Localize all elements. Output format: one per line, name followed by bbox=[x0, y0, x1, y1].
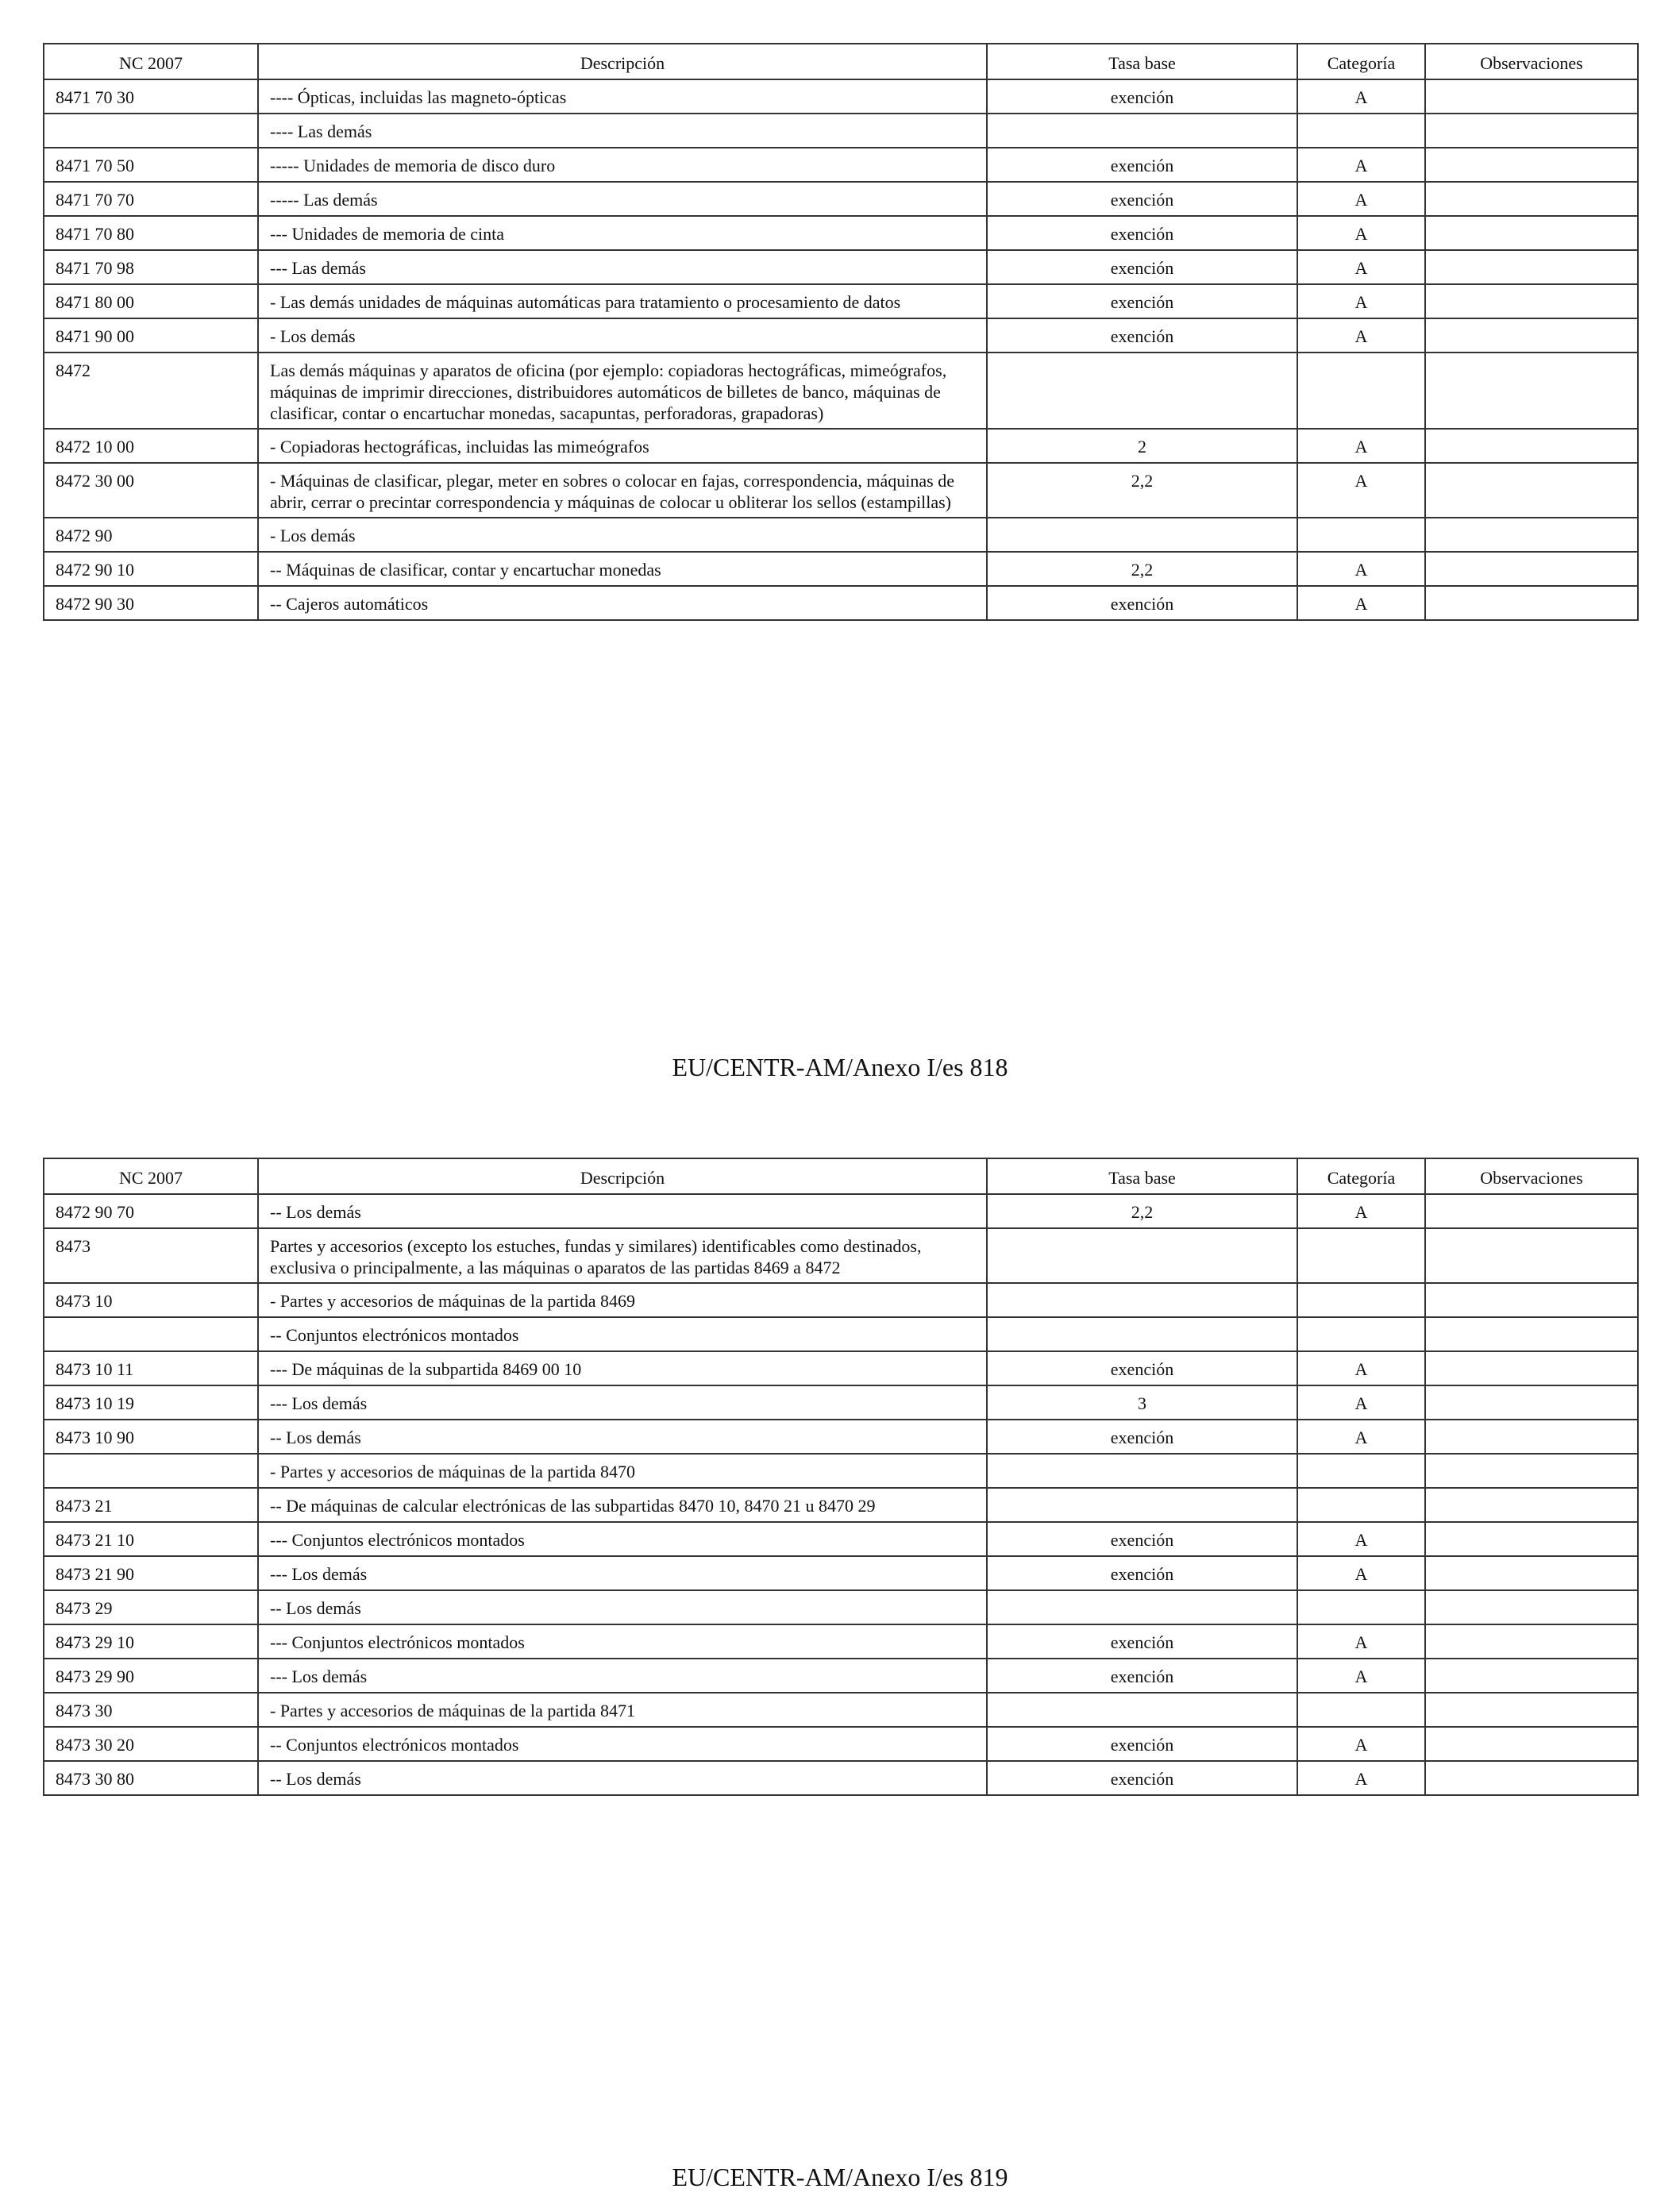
cell-description: -- Conjuntos electrónicos montados bbox=[258, 1317, 987, 1351]
cell-nc: 8473 29 10 bbox=[44, 1624, 258, 1659]
cell-observations bbox=[1425, 1283, 1638, 1317]
cell-description: -- Los demás bbox=[258, 1420, 987, 1454]
cell-category: A bbox=[1297, 463, 1425, 518]
table-row bbox=[44, 552, 1638, 586]
cell-base-rate: 3 bbox=[987, 1385, 1297, 1420]
cell-base-rate: exención bbox=[987, 1727, 1297, 1761]
cell-base-rate: exención bbox=[987, 1351, 1297, 1385]
cell-description: -- Los demás bbox=[258, 1761, 987, 1795]
cell-nc: 8473 29 90 bbox=[44, 1659, 258, 1693]
table-row bbox=[44, 1488, 1638, 1522]
cell-nc: 8472 90 30 bbox=[44, 586, 258, 620]
cell-base-rate bbox=[987, 1317, 1297, 1351]
cell-description: -- De máquinas de calcular electrónicas de las subpartidas 8470 10, 8470 21 u 8470 29 bbox=[258, 1488, 987, 1522]
cell-description: --- Los demás bbox=[258, 1385, 987, 1420]
cell-base-rate: exención bbox=[987, 1420, 1297, 1454]
cell-category: A bbox=[1297, 1624, 1425, 1659]
cell-observations bbox=[1425, 318, 1638, 353]
cell-base-rate bbox=[987, 1590, 1297, 1624]
cell-observations bbox=[1425, 216, 1638, 250]
cell-description: --- De máquinas de la subpartida 8469 00 10 bbox=[258, 1351, 987, 1385]
cell-observations bbox=[1425, 1727, 1638, 1761]
cell-base-rate bbox=[987, 518, 1297, 552]
cell-description: - Los demás bbox=[258, 518, 987, 552]
cell-category bbox=[1297, 1317, 1425, 1351]
cell-observations bbox=[1425, 79, 1638, 114]
cell-nc: 8472 90 bbox=[44, 518, 258, 552]
table-row bbox=[44, 1556, 1638, 1590]
cell-nc: 8471 70 98 bbox=[44, 250, 258, 284]
cell-base-rate: exención bbox=[987, 250, 1297, 284]
cell-nc: 8473 21 10 bbox=[44, 1522, 258, 1556]
cell-observations bbox=[1425, 1454, 1638, 1488]
header-base-rate: Tasa base bbox=[987, 44, 1297, 79]
cell-nc: 8471 70 50 bbox=[44, 148, 258, 182]
cell-nc: 8473 10 bbox=[44, 1283, 258, 1317]
table-row bbox=[44, 250, 1638, 284]
cell-observations bbox=[1425, 182, 1638, 216]
cell-category: A bbox=[1297, 1522, 1425, 1556]
cell-category: A bbox=[1297, 1761, 1425, 1795]
cell-category: A bbox=[1297, 1420, 1425, 1454]
table-body-819 bbox=[44, 1194, 1638, 1795]
cell-description: - Máquinas de clasificar, plegar, meter en sobres o colocar en fajas, correspondencia, máquinas de abrir, cerrar o precintar correspondencia y máquinas de colocar u obliterar los sellos (estampillas) bbox=[258, 463, 987, 518]
cell-category: A bbox=[1297, 586, 1425, 620]
cell-nc: 8473 30 bbox=[44, 1693, 258, 1727]
table-body-818 bbox=[44, 79, 1638, 620]
cell-base-rate: 2,2 bbox=[987, 1194, 1297, 1228]
cell-base-rate: exención bbox=[987, 1659, 1297, 1693]
cell-nc bbox=[44, 114, 258, 148]
header-category: Categoría bbox=[1297, 44, 1425, 79]
cell-observations bbox=[1425, 463, 1638, 518]
cell-category: A bbox=[1297, 1194, 1425, 1228]
cell-observations bbox=[1425, 1194, 1638, 1228]
table-row bbox=[44, 1283, 1638, 1317]
cell-base-rate: 2,2 bbox=[987, 463, 1297, 518]
cell-description: --- Conjuntos electrónicos montados bbox=[258, 1624, 987, 1659]
cell-category bbox=[1297, 1488, 1425, 1522]
header-nc: NC 2007 bbox=[44, 44, 258, 79]
cell-base-rate bbox=[987, 1228, 1297, 1283]
cell-nc: 8473 21 90 bbox=[44, 1556, 258, 1590]
cell-observations bbox=[1425, 586, 1638, 620]
table-row bbox=[44, 463, 1638, 518]
table-row bbox=[44, 1454, 1638, 1488]
cell-category: A bbox=[1297, 284, 1425, 318]
cell-base-rate: exención bbox=[987, 284, 1297, 318]
tariff-table-818 bbox=[43, 43, 1639, 621]
cell-nc: 8472 bbox=[44, 353, 258, 429]
cell-category bbox=[1297, 1228, 1425, 1283]
cell-description: ---- Ópticas, incluidas las magneto-ópticas bbox=[258, 79, 987, 114]
cell-base-rate: exención bbox=[987, 1761, 1297, 1795]
cell-category: A bbox=[1297, 182, 1425, 216]
cell-description: - Partes y accesorios de máquinas de la partida 8469 bbox=[258, 1283, 987, 1317]
cell-observations bbox=[1425, 1317, 1638, 1351]
cell-observations bbox=[1425, 1488, 1638, 1522]
header-description: Descripción bbox=[258, 1158, 987, 1194]
table-row bbox=[44, 1228, 1638, 1283]
cell-category bbox=[1297, 1454, 1425, 1488]
cell-description: -- Conjuntos electrónicos montados bbox=[258, 1727, 987, 1761]
cell-description: ----- Las demás bbox=[258, 182, 987, 216]
cell-nc: 8472 10 00 bbox=[44, 429, 258, 463]
table-row bbox=[44, 1522, 1638, 1556]
cell-description: ---- Las demás bbox=[258, 114, 987, 148]
table-row bbox=[44, 79, 1638, 114]
cell-category: A bbox=[1297, 216, 1425, 250]
table-row bbox=[44, 216, 1638, 250]
cell-description: -- Los demás bbox=[258, 1194, 987, 1228]
cell-nc: 8471 80 00 bbox=[44, 284, 258, 318]
table-row bbox=[44, 1693, 1638, 1727]
cell-observations bbox=[1425, 1351, 1638, 1385]
cell-observations bbox=[1425, 148, 1638, 182]
cell-category: A bbox=[1297, 1385, 1425, 1420]
cell-base-rate bbox=[987, 1283, 1297, 1317]
cell-category bbox=[1297, 114, 1425, 148]
cell-category: A bbox=[1297, 1351, 1425, 1385]
cell-category: A bbox=[1297, 318, 1425, 353]
cell-base-rate bbox=[987, 1488, 1297, 1522]
cell-base-rate: 2 bbox=[987, 429, 1297, 463]
table-row bbox=[44, 353, 1638, 429]
cell-description: Las demás máquinas y aparatos de oficina (por ejemplo: copiadoras hectográficas, mimeógrafos, máquinas de imprimir direcciones, distribuidores automáticos de billetes de banco, máquinas de clasificar, contar o encartuchar monedas, sacapuntas, perforadoras, grapadoras) bbox=[258, 353, 987, 429]
cell-observations bbox=[1425, 1693, 1638, 1727]
cell-description: - Las demás unidades de máquinas automáticas para tratamiento o procesamiento de datos bbox=[258, 284, 987, 318]
cell-base-rate: exención bbox=[987, 1522, 1297, 1556]
table-row bbox=[44, 182, 1638, 216]
cell-description: -- Máquinas de clasificar, contar y encartuchar monedas bbox=[258, 552, 987, 586]
cell-category bbox=[1297, 353, 1425, 429]
cell-description: --- Los demás bbox=[258, 1556, 987, 1590]
cell-observations bbox=[1425, 1556, 1638, 1590]
cell-observations bbox=[1425, 429, 1638, 463]
cell-category: A bbox=[1297, 1659, 1425, 1693]
cell-category bbox=[1297, 1283, 1425, 1317]
table-row bbox=[44, 1624, 1638, 1659]
table-row bbox=[44, 586, 1638, 620]
cell-base-rate: exención bbox=[987, 1624, 1297, 1659]
header-base-rate: Tasa base bbox=[987, 1158, 1297, 1194]
cell-nc: 8473 bbox=[44, 1228, 258, 1283]
table-row bbox=[44, 1420, 1638, 1454]
cell-observations bbox=[1425, 284, 1638, 318]
cell-observations bbox=[1425, 1522, 1638, 1556]
cell-description: - Copiadoras hectográficas, incluidas las mimeógrafos bbox=[258, 429, 987, 463]
tariff-table-819 bbox=[43, 1158, 1639, 1796]
cell-base-rate bbox=[987, 114, 1297, 148]
cell-category: A bbox=[1297, 552, 1425, 586]
cell-base-rate: exención bbox=[987, 1556, 1297, 1590]
table-row bbox=[44, 429, 1638, 463]
table-row bbox=[44, 1590, 1638, 1624]
cell-observations bbox=[1425, 250, 1638, 284]
cell-description: --- Las demás bbox=[258, 250, 987, 284]
cell-nc bbox=[44, 1317, 258, 1351]
page-footer-819: EU/CENTR-AM/Anexo I/es 819 bbox=[672, 2163, 1008, 2191]
cell-nc: 8471 70 80 bbox=[44, 216, 258, 250]
table-row bbox=[44, 114, 1638, 148]
header-observations: Observaciones bbox=[1425, 1158, 1638, 1194]
cell-description: -- Los demás bbox=[258, 1590, 987, 1624]
table-row bbox=[44, 284, 1638, 318]
cell-base-rate: exención bbox=[987, 586, 1297, 620]
cell-description: - Los demás bbox=[258, 318, 987, 353]
table-row bbox=[44, 1351, 1638, 1385]
cell-observations bbox=[1425, 1420, 1638, 1454]
cell-description: - Partes y accesorios de máquinas de la partida 8470 bbox=[258, 1454, 987, 1488]
header-observations: Observaciones bbox=[1425, 44, 1638, 79]
cell-category: A bbox=[1297, 250, 1425, 284]
cell-category: A bbox=[1297, 1556, 1425, 1590]
cell-nc: 8473 10 11 bbox=[44, 1351, 258, 1385]
cell-observations bbox=[1425, 1590, 1638, 1624]
cell-observations bbox=[1425, 114, 1638, 148]
page-footer-818: EU/CENTR-AM/Anexo I/es 818 bbox=[672, 1053, 1008, 1081]
cell-nc: 8472 30 00 bbox=[44, 463, 258, 518]
cell-nc: 8471 70 70 bbox=[44, 182, 258, 216]
cell-nc: 8473 10 19 bbox=[44, 1385, 258, 1420]
cell-nc: 8472 90 10 bbox=[44, 552, 258, 586]
cell-base-rate: exención bbox=[987, 216, 1297, 250]
header-category: Categoría bbox=[1297, 1158, 1425, 1194]
cell-category bbox=[1297, 518, 1425, 552]
cell-base-rate: exención bbox=[987, 182, 1297, 216]
table-row bbox=[44, 1317, 1638, 1351]
cell-observations bbox=[1425, 1761, 1638, 1795]
table-row bbox=[44, 1194, 1638, 1228]
cell-nc bbox=[44, 1454, 258, 1488]
table-row bbox=[44, 1385, 1638, 1420]
cell-observations bbox=[1425, 1624, 1638, 1659]
cell-nc: 8473 30 80 bbox=[44, 1761, 258, 1795]
cell-base-rate: exención bbox=[987, 79, 1297, 114]
cell-description: Partes y accesorios (excepto los estuches, fundas y similares) identificables como destinados, exclusiva o principalmente, a las máquinas o aparatos de las partidas 8469 a 8472 bbox=[258, 1228, 987, 1283]
cell-observations bbox=[1425, 518, 1638, 552]
header-description: Descripción bbox=[258, 44, 987, 79]
cell-category bbox=[1297, 1590, 1425, 1624]
cell-nc: 8473 21 bbox=[44, 1488, 258, 1522]
cell-description: - Partes y accesorios de máquinas de la partida 8471 bbox=[258, 1693, 987, 1727]
table-row bbox=[44, 1761, 1638, 1795]
cell-nc: 8473 10 90 bbox=[44, 1420, 258, 1454]
cell-base-rate: 2,2 bbox=[987, 552, 1297, 586]
cell-description: --- Los demás bbox=[258, 1659, 987, 1693]
cell-nc: 8472 90 70 bbox=[44, 1194, 258, 1228]
cell-base-rate: exención bbox=[987, 318, 1297, 353]
table-header-row bbox=[44, 44, 1638, 79]
cell-nc: 8471 90 00 bbox=[44, 318, 258, 353]
cell-base-rate bbox=[987, 1693, 1297, 1727]
cell-description: --- Conjuntos electrónicos montados bbox=[258, 1522, 987, 1556]
cell-description: -- Cajeros automáticos bbox=[258, 586, 987, 620]
cell-base-rate: exención bbox=[987, 148, 1297, 182]
cell-nc: 8471 70 30 bbox=[44, 79, 258, 114]
cell-description: --- Unidades de memoria de cinta bbox=[258, 216, 987, 250]
cell-nc: 8473 30 20 bbox=[44, 1727, 258, 1761]
table-row bbox=[44, 1659, 1638, 1693]
cell-description: ----- Unidades de memoria de disco duro bbox=[258, 148, 987, 182]
cell-category: A bbox=[1297, 1727, 1425, 1761]
cell-observations bbox=[1425, 1659, 1638, 1693]
table-row bbox=[44, 1727, 1638, 1761]
table-row bbox=[44, 318, 1638, 353]
table-header-row bbox=[44, 1158, 1638, 1194]
cell-observations bbox=[1425, 353, 1638, 429]
table-row bbox=[44, 148, 1638, 182]
header-nc: NC 2007 bbox=[44, 1158, 258, 1194]
cell-category: A bbox=[1297, 429, 1425, 463]
cell-base-rate bbox=[987, 353, 1297, 429]
cell-category: A bbox=[1297, 79, 1425, 114]
cell-observations bbox=[1425, 1385, 1638, 1420]
cell-observations bbox=[1425, 552, 1638, 586]
cell-nc: 8473 29 bbox=[44, 1590, 258, 1624]
cell-base-rate bbox=[987, 1454, 1297, 1488]
cell-category bbox=[1297, 1693, 1425, 1727]
cell-category: A bbox=[1297, 148, 1425, 182]
table-row bbox=[44, 518, 1638, 552]
cell-observations bbox=[1425, 1228, 1638, 1283]
